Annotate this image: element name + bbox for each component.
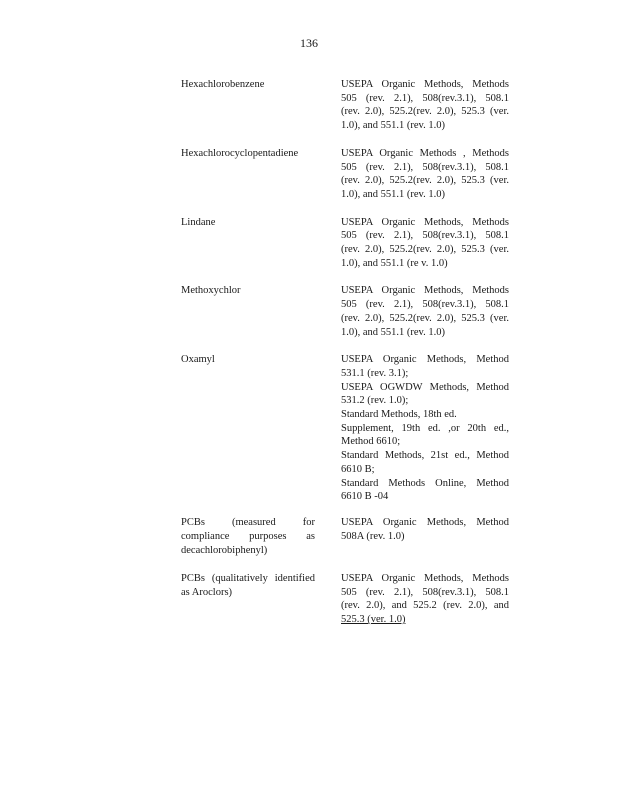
method-list	[341, 353, 509, 504]
method-line: USEPA Organic Methods, Methods	[341, 285, 509, 297]
method-line: (rev. 2.0), 525.2(rev. 2.0), 525.3 (ver.	[341, 106, 509, 118]
method-line: USEPA Organic Methods, Method	[341, 516, 509, 528]
method-line: 505 (rev. 2.1), 508(rev.3.1), 508.1	[341, 230, 509, 242]
method-line: (rev. 2.0), 525.2(rev. 2.0), 525.3 (ver.	[341, 312, 509, 324]
method-list	[341, 284, 509, 339]
method-line: 1.0), and 551.1 (rev. 1.0)	[341, 188, 446, 200]
method-line: USEPA Organic Methods, Methods	[341, 216, 509, 228]
method-line: 531.1 (rev. 3.1);	[341, 367, 409, 379]
method-line: 1.0), and 551.1 (rev. 1.0)	[341, 120, 446, 132]
method-line: Method 6610;	[341, 436, 401, 448]
method-line: (rev. 2.0), 525.2(rev. 2.0), 525.3 (ver.	[341, 175, 509, 187]
method-line: Standard Methods, 21st ed., Method	[341, 450, 509, 462]
method-line: 505 (rev. 2.1), 508(rev.3.1), 508.1	[341, 161, 509, 173]
method-line: 531.2 (rev. 1.0);	[341, 395, 409, 407]
method-line: 505 (rev. 2.1), 508(rev.3.1), 508.1	[341, 299, 509, 311]
table-row	[181, 147, 521, 202]
methods-table	[181, 78, 521, 641]
method-line: Supplement, 19th ed. ,or 20th ed.,	[341, 422, 509, 434]
method-list	[341, 516, 509, 558]
table-row	[181, 216, 521, 271]
table-row	[181, 78, 521, 133]
method-line: (rev. 2.0), and 525.2 (rev. 2.0), and	[341, 600, 509, 612]
contaminant-name: Hexachlorocyclopentadiene	[181, 147, 299, 159]
table-row	[181, 572, 521, 627]
method-line: USEPA OGWDW Methods, Method	[341, 381, 509, 393]
method-line: 6610 B;	[341, 463, 375, 475]
method-line: 525.3 (ver. 1.0)	[341, 614, 406, 626]
method-line: 6610 B -04	[341, 491, 389, 503]
contaminant-name: Methoxychlor	[181, 285, 241, 297]
method-line: USEPA Organic Methods, Method	[341, 354, 509, 366]
method-line: USEPA Organic Methods, Methods	[341, 572, 509, 584]
table-row	[181, 353, 521, 504]
method-line: 1.0), and 551.1 (re v. 1.0)	[341, 257, 448, 269]
method-line: (rev. 2.0), 525.2(rev. 2.0), 525.3 (ver.	[341, 244, 509, 256]
table-row	[181, 516, 521, 558]
method-list	[341, 216, 509, 271]
contaminant-name: PCBs (qualitatively identified as Aroclors)	[181, 572, 315, 598]
method-line: USEPA Organic Methods , Methods	[341, 147, 509, 159]
method-list	[341, 147, 509, 202]
contaminant-name: Oxamyl	[181, 354, 215, 366]
method-line: 505 (rev. 2.1), 508(rev.3.1), 508.1	[341, 586, 509, 598]
method-line: 505 (rev. 2.1), 508(rev.3.1), 508.1	[341, 92, 509, 104]
method-line: 508A (rev. 1.0)	[341, 530, 405, 542]
method-line: Standard Methods Online, Method	[341, 477, 509, 489]
page-number: 136	[300, 36, 318, 50]
method-list	[341, 78, 509, 133]
method-line: USEPA Organic Methods, Methods	[341, 79, 509, 90]
contaminant-name: Lindane	[181, 216, 216, 228]
contaminant-name: PCBs (measured for compliance purposes as decachlorobiphenyl)	[181, 516, 315, 556]
method-line: 1.0), and 551.1 (rev. 1.0)	[341, 326, 446, 338]
contaminant-name: Hexachlorobenzene	[181, 79, 265, 90]
table-row	[181, 284, 521, 339]
method-line: Standard Methods, 18th ed.	[341, 409, 457, 421]
method-list	[341, 572, 509, 627]
